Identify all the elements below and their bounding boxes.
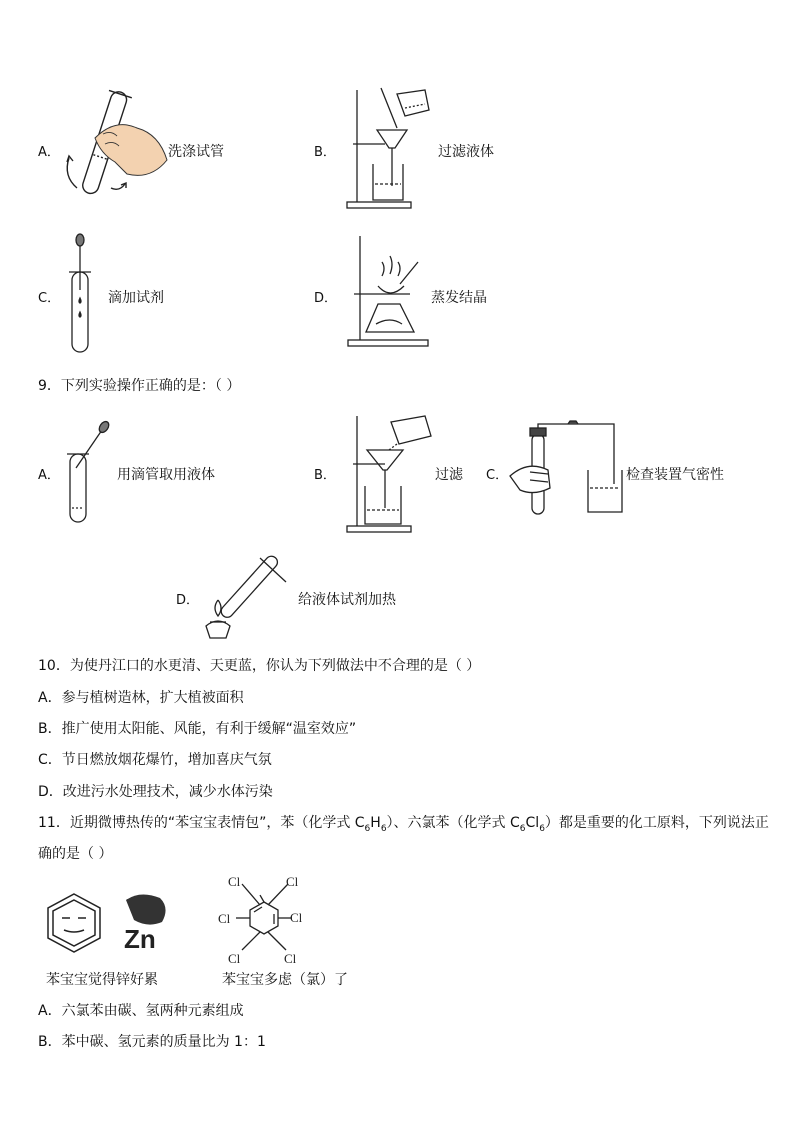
cl-label: Cl: [218, 911, 231, 926]
q10-stem: 10．为使丹江口的水更清、天更蓝，你认为下列做法中不合理的是（ ）: [38, 658, 481, 674]
q10-option-a: A．参与植树造林，扩大植被面积: [38, 690, 244, 706]
q8-option-c-letter: C．: [38, 291, 61, 306]
q9-stem: 9．下列实验操作正确的是：（ ）: [38, 378, 241, 394]
q10-option-c: C．节日燃放烟花爆竹，增加喜庆气氛: [38, 752, 272, 768]
cl-label: Cl: [228, 874, 241, 889]
q9-option-a-letter: A．: [38, 468, 60, 483]
zn-symbol: Zn: [124, 924, 156, 954]
q9-option-d-label: 给液体试剂加热: [298, 592, 396, 608]
heating-test-tube-icon: [198, 552, 298, 644]
q8-option-b-label: 过滤液体: [438, 144, 494, 160]
q11-stem-line1: 11．近期微博热传的“苯宝宝表情包”，苯（化学式 $C_6H_6$）、六氯苯（化学式 $C_6Cl_6$）都是重要的化工原料，下列说法正: [38, 815, 769, 834]
benzene-face-image: [44, 890, 174, 960]
cl-label: Cl: [284, 951, 297, 966]
filtration-setup-icon: [345, 412, 435, 536]
cl-label: Cl: [228, 951, 241, 966]
q8-option-a-label: 洗涤试管: [168, 144, 224, 160]
q10-option-b: B．推广使用太阳能、风能，有利于缓解“温室效应”: [38, 721, 357, 737]
q9-option-b-letter: B．: [314, 468, 336, 483]
q11-stem-line2: 确的是（ ）: [38, 846, 113, 862]
filtration-setup-icon: [345, 86, 435, 212]
q9-option-a-label: 用滴管取用液体: [117, 467, 215, 483]
q8-option-c-label: 滴加试剂: [108, 290, 164, 306]
q10-option-d: D．改进污水处理技术，减少水体污染: [38, 784, 273, 800]
q8-option-a-letter: A．: [38, 145, 60, 160]
hexachlorobenzene-structure-image: [214, 872, 314, 964]
q8-option-d-letter: D．: [314, 291, 338, 306]
q9-option-d-letter: D．: [176, 593, 200, 608]
q11-image1-caption: 苯宝宝觉得锌好累: [46, 972, 158, 988]
evaporating-dish-icon: [346, 234, 436, 350]
q11-option-b: B．苯中碳、氢元素的质量比为 1：1: [38, 1034, 266, 1050]
cl-label: Cl: [286, 874, 299, 889]
q11-image2-caption: 苯宝宝多虑（氯）了: [222, 972, 348, 988]
test-tube-shaking-icon: [55, 88, 175, 208]
q9-option-b-label: 过滤: [435, 467, 463, 483]
q9-option-c-label: 检查装置气密性: [626, 467, 724, 483]
airtightness-check-icon: [508, 424, 628, 516]
q11-option-a: A．六氯苯由碳、氢两种元素组成: [38, 1003, 244, 1019]
dropper-in-test-tube-icon: [64, 420, 114, 526]
q8-option-b-letter: B．: [314, 145, 336, 160]
q9-option-c-letter: C．: [486, 468, 509, 483]
dropper-in-test-tube-icon: [66, 232, 96, 356]
q8-option-d-label: 蒸发结晶: [431, 290, 487, 306]
cl-label: Cl: [290, 910, 303, 925]
